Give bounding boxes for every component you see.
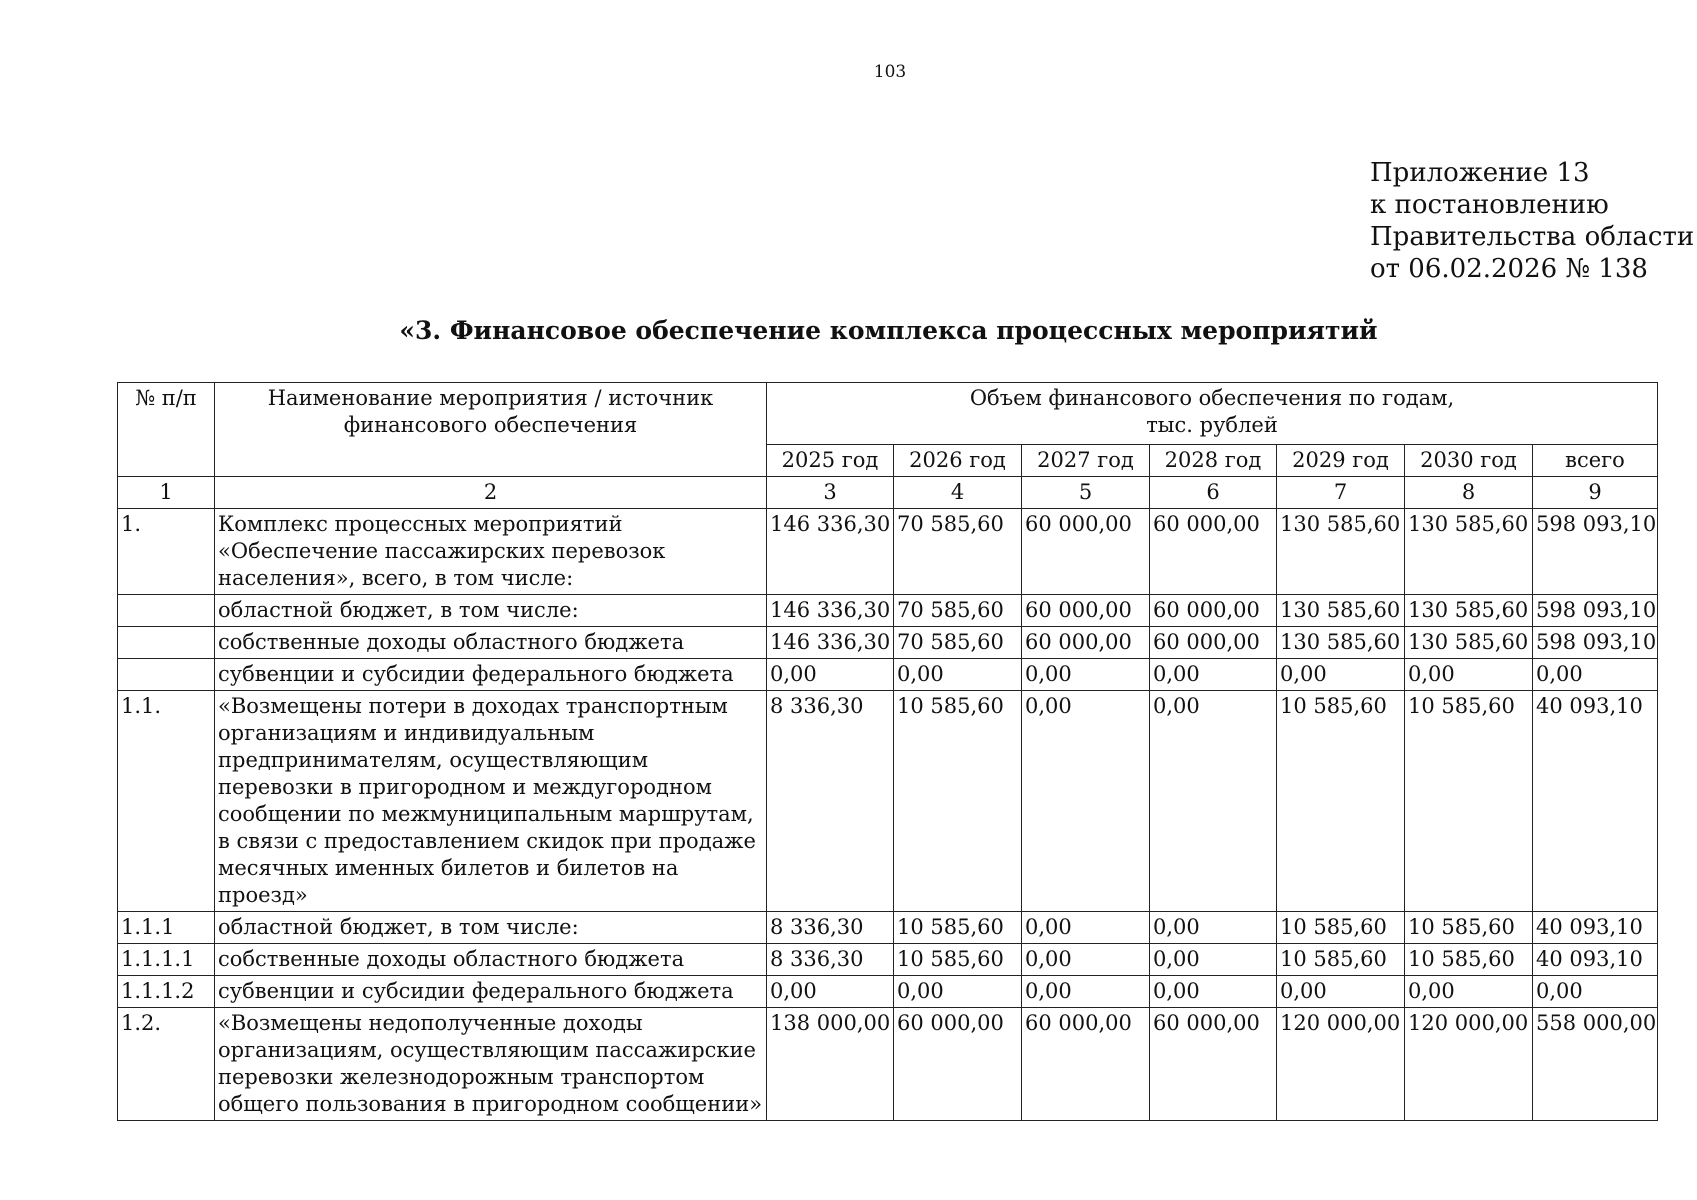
row-value: 130 585,60	[1405, 509, 1533, 595]
row-value: 0,00	[1022, 944, 1150, 976]
row-value: 60 000,00	[1150, 595, 1277, 627]
row-value: 558 000,00	[1533, 1008, 1658, 1121]
row-value: 0,00	[767, 659, 894, 691]
row-value: 70 585,60	[894, 627, 1022, 659]
row-value: 10 585,60	[1277, 944, 1405, 976]
row-name: собственные доходы областного бюджета	[215, 627, 767, 659]
row-name: «Возмещены недополученные доходы организациям, осуществляющим пассажирские перевозки железнодорожным транспортом общего пользования в пригородном сообщении»	[215, 1008, 767, 1121]
row-number	[118, 627, 215, 659]
appendix-line-1: Приложение 13	[1370, 158, 1590, 188]
row-name: областной бюджет, в том числе:	[215, 595, 767, 627]
header-year: 2027 год	[1022, 445, 1150, 477]
row-value: 60 000,00	[1150, 509, 1277, 595]
appendix-line-4: от 06.02.2026 № 138	[1370, 254, 1648, 284]
row-value: 8 336,30	[767, 691, 894, 912]
row-name: субвенции и субсидии федерального бюджета	[215, 659, 767, 691]
appendix-line-3: Правительства области	[1370, 222, 1695, 252]
row-value: 0,00	[1022, 976, 1150, 1008]
row-value: 146 336,30	[767, 627, 894, 659]
row-value: 130 585,60	[1405, 627, 1533, 659]
header-year: 2030 год	[1405, 445, 1533, 477]
row-value: 10 585,60	[1277, 691, 1405, 912]
column-number: 4	[894, 477, 1022, 509]
row-value: 0,00	[894, 976, 1022, 1008]
header-name: Наименование мероприятия / источник финансового обеспечения	[215, 383, 767, 477]
row-value: 130 585,60	[1405, 595, 1533, 627]
row-name: «Возмещены потери в доходах транспортным организациям и индивидуальным предпринимателям, осуществляющим перевозки в пригородном и междугородном сообщении по межмуниципальным маршрутам, в связи с предоставлением скидок при продаже месячных именных билетов и билетов на проезд»	[215, 691, 767, 912]
row-value: 0,00	[767, 976, 894, 1008]
row-value: 10 585,60	[894, 912, 1022, 944]
row-value: 10 585,60	[894, 691, 1022, 912]
row-value: 10 585,60	[1405, 691, 1533, 912]
header-year: 2029 год	[1277, 445, 1405, 477]
column-number: 6	[1150, 477, 1277, 509]
row-value: 0,00	[1150, 659, 1277, 691]
row-number: 1.2.	[118, 1008, 215, 1121]
row-name: субвенции и субсидии федерального бюджета	[215, 976, 767, 1008]
table-header	[118, 383, 1658, 509]
document-title: «3. Финансовое обеспечение комплекса процессных мероприятий	[399, 316, 1378, 345]
row-value: 0,00	[1533, 976, 1658, 1008]
row-value: 0,00	[1022, 659, 1150, 691]
table-row	[118, 912, 1658, 944]
row-value: 60 000,00	[1150, 627, 1277, 659]
appendix-line-2: к постановлению	[1370, 190, 1609, 220]
row-value: 0,00	[1277, 659, 1405, 691]
row-number: 1.1.1.2	[118, 976, 215, 1008]
row-value: 10 585,60	[1405, 944, 1533, 976]
table-row	[118, 976, 1658, 1008]
row-value: 40 093,10	[1533, 944, 1658, 976]
row-value: 70 585,60	[894, 595, 1022, 627]
row-value: 0,00	[894, 659, 1022, 691]
row-value: 146 336,30	[767, 509, 894, 595]
row-value: 0,00	[1150, 912, 1277, 944]
column-number-row	[118, 477, 1658, 509]
row-value: 130 585,60	[1277, 595, 1405, 627]
row-value: 0,00	[1022, 912, 1150, 944]
table-body	[118, 509, 1658, 1121]
row-number: 1.1.1	[118, 912, 215, 944]
row-value: 0,00	[1533, 659, 1658, 691]
row-value: 70 585,60	[894, 509, 1022, 595]
row-value: 130 585,60	[1277, 627, 1405, 659]
row-number: 1.1.	[118, 691, 215, 912]
table-row	[118, 1008, 1658, 1121]
header-total: всего	[1533, 445, 1658, 477]
column-number: 2	[215, 477, 767, 509]
column-number: 3	[767, 477, 894, 509]
row-value: 120 000,00	[1405, 1008, 1533, 1121]
row-value: 138 000,00	[767, 1008, 894, 1121]
row-value: 60 000,00	[1022, 627, 1150, 659]
header-volume-line-2: тыс. рублей	[1146, 413, 1278, 437]
row-value: 60 000,00	[1022, 1008, 1150, 1121]
row-number: 1.	[118, 509, 215, 595]
row-value: 60 000,00	[1022, 595, 1150, 627]
table-row	[118, 659, 1658, 691]
row-value: 130 585,60	[1277, 509, 1405, 595]
table-row	[118, 509, 1658, 595]
row-value: 0,00	[1405, 659, 1533, 691]
header-year: 2026 год	[894, 445, 1022, 477]
row-value: 8 336,30	[767, 944, 894, 976]
row-value: 0,00	[1150, 691, 1277, 912]
row-name: собственные доходы областного бюджета	[215, 944, 767, 976]
row-value: 146 336,30	[767, 595, 894, 627]
row-value: 598 093,10	[1533, 627, 1658, 659]
column-number: 7	[1277, 477, 1405, 509]
row-value: 40 093,10	[1533, 912, 1658, 944]
table-row	[118, 944, 1658, 976]
column-number: 1	[118, 477, 215, 509]
row-value: 10 585,60	[1277, 912, 1405, 944]
row-value: 120 000,00	[1277, 1008, 1405, 1121]
header-volume-line-1: Объем финансового обеспечения по годам,	[969, 386, 1455, 410]
row-value: 60 000,00	[1150, 1008, 1277, 1121]
row-value: 10 585,60	[1405, 912, 1533, 944]
row-value: 0,00	[1150, 944, 1277, 976]
row-value: 60 000,00	[1022, 509, 1150, 595]
column-number: 8	[1405, 477, 1533, 509]
row-value: 598 093,10	[1533, 509, 1658, 595]
row-value: 8 336,30	[767, 912, 894, 944]
header-year: 2028 год	[1150, 445, 1277, 477]
row-value: 0,00	[1405, 976, 1533, 1008]
row-number	[118, 595, 215, 627]
row-value: 60 000,00	[894, 1008, 1022, 1121]
header-year: 2025 год	[767, 445, 894, 477]
row-name: областной бюджет, в том числе:	[215, 912, 767, 944]
row-value: 10 585,60	[894, 944, 1022, 976]
column-number: 5	[1022, 477, 1150, 509]
table-row	[118, 627, 1658, 659]
page-number: 103	[873, 62, 907, 82]
financing-table	[117, 382, 1658, 1121]
row-value: 0,00	[1022, 691, 1150, 912]
header-number: № п/п	[118, 383, 215, 477]
row-number	[118, 659, 215, 691]
header-volume	[767, 383, 1658, 445]
row-name: Комплекс процессных мероприятий «Обеспечение пассажирских перевозок населения», всего, в том числе:	[215, 509, 767, 595]
table-row	[118, 595, 1658, 627]
row-value: 0,00	[1277, 976, 1405, 1008]
row-value: 0,00	[1150, 976, 1277, 1008]
appendix-reference	[1370, 157, 1694, 285]
row-number: 1.1.1.1	[118, 944, 215, 976]
row-value: 40 093,10	[1533, 691, 1658, 912]
row-value: 598 093,10	[1533, 595, 1658, 627]
column-number: 9	[1533, 477, 1658, 509]
table-row	[118, 691, 1658, 912]
